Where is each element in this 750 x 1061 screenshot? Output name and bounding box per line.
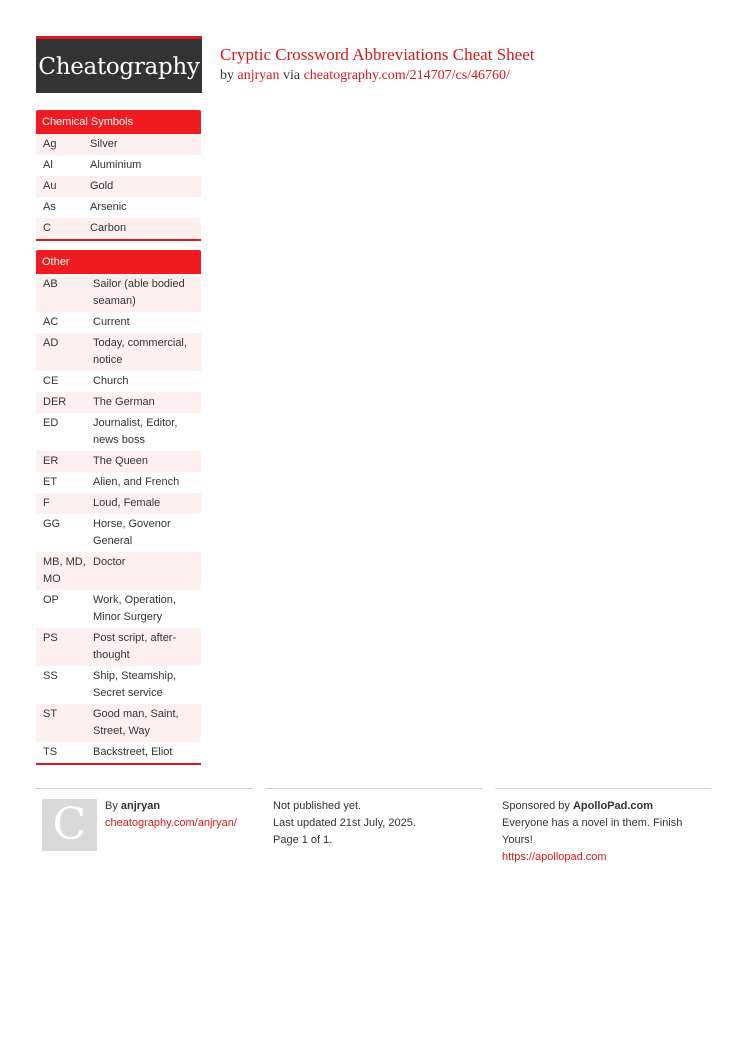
table-row (36, 312, 201, 333)
table-row (36, 472, 201, 493)
row-meaning: Good man, Saint, Street, Way (93, 708, 179, 737)
row-meaning: Current (93, 316, 130, 328)
row-meaning: Arsenic (90, 201, 127, 213)
footer-author-url[interactable]: cheatography.com/anjryan/ (105, 817, 237, 829)
sponsor-name[interactable]: ApolloPad.com (572, 800, 654, 812)
table-row (36, 155, 201, 176)
row-abbreviation: ER (43, 455, 59, 467)
row-abbreviation: PS (43, 632, 58, 644)
row-abbreviation: SS (43, 670, 58, 682)
row-abbreviation: AB (43, 278, 58, 290)
row-abbreviation: GG (43, 518, 61, 530)
row-abbreviation: C (43, 222, 51, 234)
row-abbreviation: ST (43, 708, 58, 720)
row-meaning: Carbon (90, 222, 127, 234)
row-meaning: The Queen (93, 455, 149, 467)
author-avatar (42, 799, 97, 851)
table-row (36, 176, 201, 197)
row-abbreviation: F (43, 497, 50, 509)
table-row (36, 628, 201, 666)
row-meaning: The German (93, 396, 155, 408)
row-abbreviation: CE (43, 375, 59, 387)
by-label: by (220, 68, 234, 83)
table-row (36, 742, 201, 763)
row-meaning: Today, commercial, notice (93, 337, 187, 366)
row-abbreviation: Al (43, 159, 53, 171)
page-header (220, 45, 534, 85)
table-row (36, 371, 201, 392)
footer-author (36, 788, 252, 868)
table-row (36, 218, 201, 239)
byline (220, 66, 534, 85)
table-row (36, 493, 201, 514)
sponsor-text: Everyone has a novel in them. Finish Yours! (502, 817, 683, 846)
row-meaning: Work, Operation, Minor Surgery (93, 594, 176, 623)
table-row (36, 413, 201, 451)
section-title: Chemical Symbols (36, 110, 201, 134)
row-meaning: Post script, after-thought (93, 632, 177, 661)
footer-author-name[interactable]: anjryan (120, 800, 161, 812)
author-link[interactable]: anjryan (237, 68, 280, 83)
table-row (36, 666, 201, 704)
sponsor-label: Sponsored by (502, 800, 570, 812)
row-meaning: Silver (90, 138, 118, 150)
section-chemical-symbols (36, 110, 201, 241)
row-abbreviation: Ag (43, 138, 57, 150)
row-abbreviation: ET (43, 476, 58, 488)
footer-info (266, 788, 482, 849)
cheatography-logo[interactable] (36, 36, 202, 93)
row-abbreviation: ED (43, 417, 59, 429)
row-meaning: Loud, Female (93, 497, 161, 509)
row-meaning: Alien, and French (93, 476, 180, 488)
table-row (36, 333, 201, 371)
row-abbreviation: TS (43, 746, 58, 758)
page-number: Page 1 of 1. (273, 834, 333, 846)
row-meaning: Church (93, 375, 129, 387)
table-row (36, 274, 201, 312)
row-abbreviation: DER (43, 396, 67, 408)
table-row (36, 552, 201, 590)
row-abbreviation: AD (43, 337, 59, 349)
page-footer (36, 788, 711, 868)
table-row (36, 704, 201, 742)
table-row (36, 392, 201, 413)
footer-sponsor (495, 788, 711, 866)
table-row (36, 514, 201, 552)
row-abbreviation: AC (43, 316, 59, 328)
row-abbreviation: Au (43, 180, 57, 192)
row-meaning: Horse, Govenor General (93, 518, 171, 547)
table-row (36, 590, 201, 628)
sponsor-url[interactable]: https://apollopad.com (502, 851, 607, 863)
row-abbreviation: As (43, 201, 56, 213)
logo-text: Cheatography (38, 54, 200, 80)
row-meaning: Aluminium (90, 159, 142, 171)
via-label: via (282, 68, 301, 83)
table-row (36, 451, 201, 472)
table-row (36, 197, 201, 218)
row-meaning: Journalist, Editor, news boss (93, 417, 178, 446)
row-abbreviation: OP (43, 594, 59, 606)
avatar-letter: C (52, 799, 87, 850)
row-meaning: Gold (90, 180, 114, 192)
row-meaning: Sailor (able bodied seaman) (93, 278, 185, 307)
published-status: Not published yet. (273, 800, 362, 812)
sheet-url-link[interactable]: cheatography.com/214707/cs/46760/ (303, 68, 510, 83)
page-title: Cryptic Crossword Abbreviations Cheat Sheet (220, 45, 535, 64)
row-meaning: Doctor (93, 556, 126, 568)
last-updated: Last updated 21st July, 2025. (273, 817, 416, 829)
section-title: Other (36, 250, 201, 274)
row-abbreviation: MB, MD, MO (43, 556, 86, 585)
section-other (36, 250, 201, 765)
table-row (36, 134, 201, 155)
row-meaning: Ship, Steamship, Secret service (93, 670, 177, 699)
section-rows (36, 134, 201, 239)
row-meaning: Backstreet, Eliot (93, 746, 173, 758)
footer-by-label: By (105, 800, 118, 812)
section-rows (36, 274, 201, 763)
